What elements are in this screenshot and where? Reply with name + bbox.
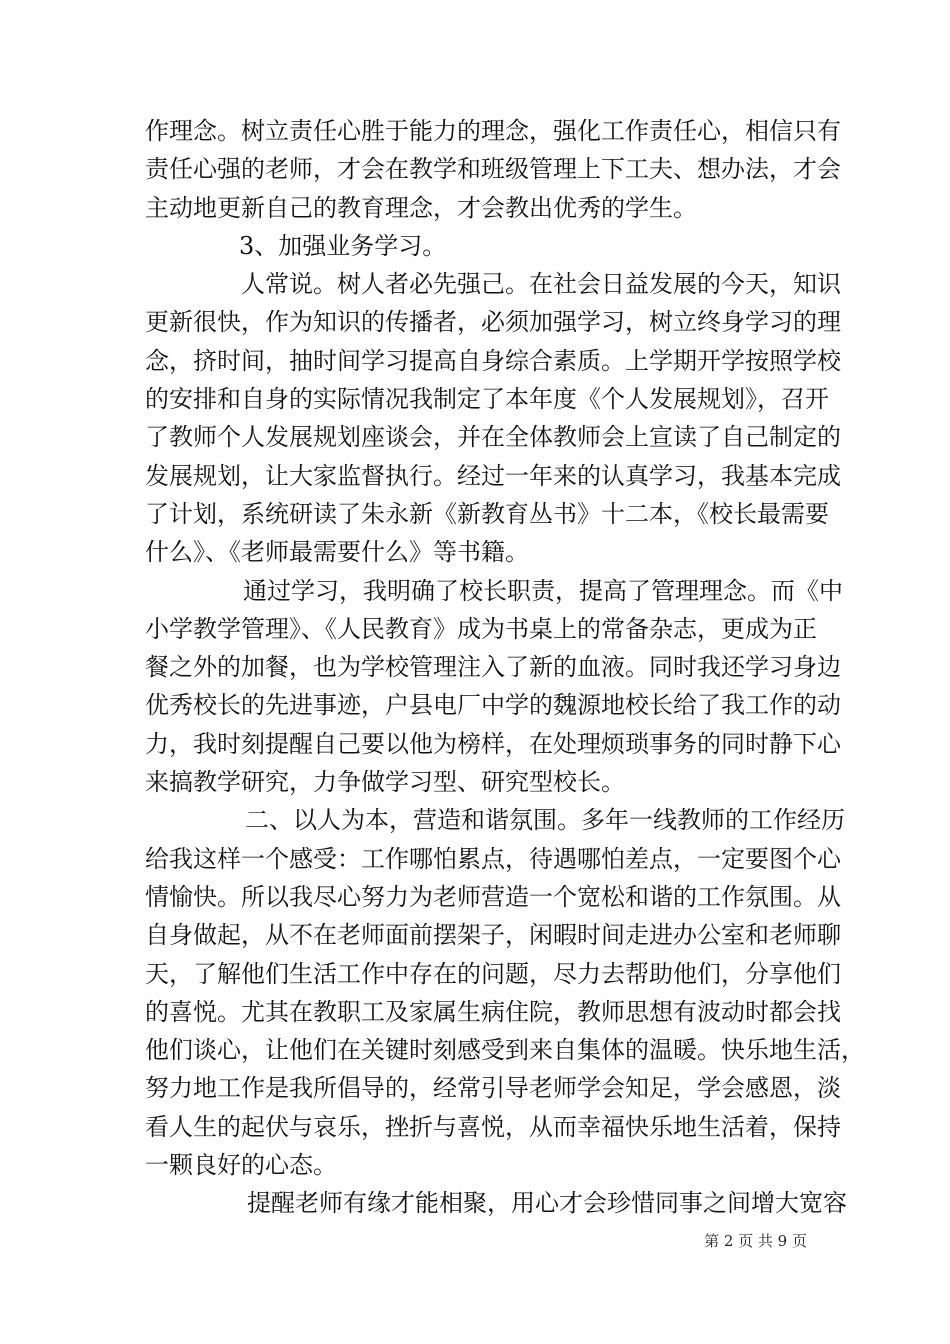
paragraph-first-line: 提醒老师有缘才能相聚，用心才会珍惜同事之间增大宽容 — [247, 1189, 847, 1218]
text-line: 小学教学管理》、《人民教育》成为书桌上的常备杂志，更成为正 — [145, 614, 817, 643]
text-line: 主动地更新自己的教育理念，才会教出优秀的学生。 — [145, 193, 697, 222]
paragraph-first-line: 通过学习，我明确了校长职责，提高了管理理念。而《中 — [243, 576, 843, 605]
text-line: 更新很快，作为知识的传播者，必须加强学习，树立终身学习的理 — [145, 308, 841, 337]
paragraph-first-line: 人常说。树人者必先强己。在社会日益发展的今天，知识 — [241, 270, 841, 299]
text-line: 力，我时刻提醒自己要以他为榜样，在处理烦琐事务的同时静下心 — [145, 729, 841, 758]
text-line: 了计划，系统研读了朱永新《新教育丛书》十二本，《校长最需要 — [145, 499, 829, 528]
text-line: 他们谈心，让他们在关键时刻感受到来自集体的温暖。快乐地生活， — [145, 1036, 865, 1065]
text-line: 一颗良好的心态。 — [145, 1151, 337, 1180]
text-line: 了教师个人发展规划座谈会，并在全体教师会上宣读了自己制定的 — [145, 423, 841, 452]
text-line: 天，了解他们生活工作中存在的问题，尽力去帮助他们，分享他们 — [145, 959, 841, 988]
text-line: 优秀校长的先进事迹，户县电厂中学的魏源地校长给了我工作的动 — [145, 691, 841, 720]
text-line: 看人生的起伏与哀乐，挫折与喜悦，从而幸福快乐地生活着，保持 — [145, 1112, 841, 1141]
body-text — [145, 112, 865, 1223]
paragraph-first-line: 二、以人为本，营造和谐氛围。多年一线教师的工作经历 — [245, 806, 845, 835]
text-line: 情愉快。所以我尽心努力为老师营造一个宽松和谐的工作氛围。从 — [145, 882, 841, 911]
text-line: 努力地工作是我所倡导的，经常引导老师学会知足，学会感恩，淡 — [145, 1074, 841, 1103]
text-line: 的喜悦。尤其在教职工及家属生病住院，教师思想有波动时都会找 — [145, 997, 841, 1026]
page-number: 第 2 页 共 9 页 — [704, 1232, 807, 1250]
text-line: 餐之外的加餐，也为学校管理注入了新的血液。同时我还学习身边 — [145, 653, 841, 682]
text-line: 念，挤时间，抽时间学习提高自身综合素质。上学期开学按照学校 — [145, 346, 841, 375]
section-heading: 3、加强业务学习。 — [239, 231, 447, 260]
text-line: 的安排和自身的实际情况我制定了本年度《个人发展规划》，召开 — [145, 385, 829, 414]
text-line: 责任心强的老师，才会在教学和班级管理上下工夫、想办法，才会 — [145, 155, 841, 184]
text-line: 给我这样一个感受：工作哪怕累点，待遇哪怕差点，一定要图个心 — [145, 844, 841, 873]
text-line: 作理念。树立责任心胜于能力的理念，强化工作责任心，相信只有 — [145, 117, 841, 145]
text-line: 自身做起，从不在老师面前摆架子，闲暇时间走进办公室和老师聊 — [145, 921, 841, 950]
text-line: 来搞教学研究，力争做学习型、研究型校长。 — [145, 768, 625, 797]
text-line: 发展规划，让大家监督执行。经过一年来的认真学习，我基本完成 — [145, 461, 841, 490]
text-line: 什么》、《老师最需要什么》等书籍。 — [145, 538, 529, 567]
